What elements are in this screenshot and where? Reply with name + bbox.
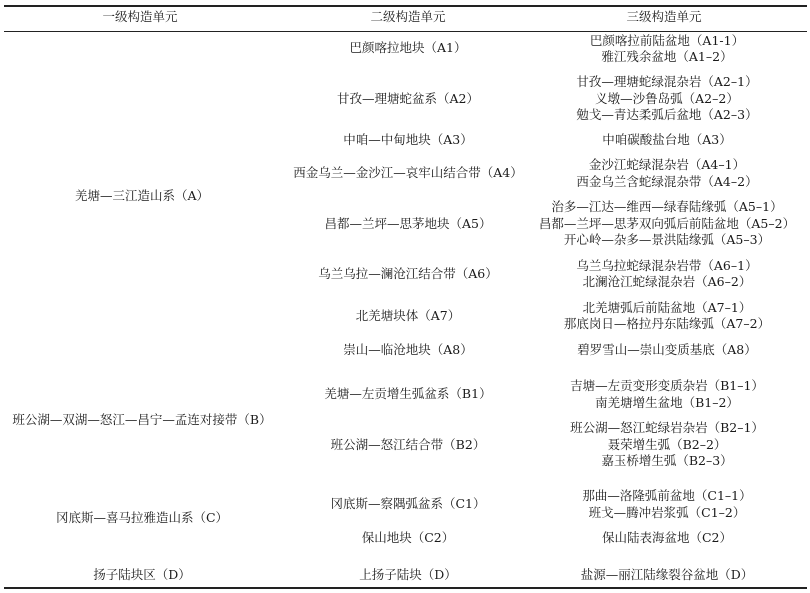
level2-unit-a6: 乌兰乌拉—澜沧江结合带（A6）	[318, 266, 498, 281]
level3-unit: 巴颜喀拉前陆盆地（A1-1）	[589, 33, 745, 48]
level3-unit: 聂荣增生弧（B2–2）	[607, 437, 727, 452]
table-bottom-rule	[4, 587, 807, 589]
level3-unit: 保山陆表海盆地（C2）	[601, 530, 733, 545]
level3-unit: 开心岭—杂多—景洪陆缘弧（A5–3）	[563, 232, 771, 247]
level3-unit: 嘉玉桥增生弧（B2–3）	[601, 453, 733, 468]
level3-unit: 中咱碳酸盐台地（A3）	[602, 132, 732, 147]
level3-unit: 南羌塘增生盆地（B1–2）	[595, 395, 739, 410]
level3-unit: 那底岗日—格拉丹东陆缘弧（A7–2）	[563, 316, 771, 331]
table-top-rule	[4, 5, 807, 7]
level2-unit-d: 上扬子陆块（D）	[359, 567, 457, 582]
level3-unit: 班戈—腾冲岩浆弧（C1–2）	[588, 505, 746, 520]
level3-unit: 西金乌兰含蛇绿混杂带（A4–2）	[576, 174, 758, 189]
level3-unit: 那曲—洛隆弧前盆地（C1–1）	[582, 488, 752, 503]
level2-unit-b1: 羌塘—左贡增生弧盆系（B1）	[324, 386, 492, 401]
level1-unit-b: 班公湖—双湖—怒江—昌宁—孟连对接带（B）	[12, 412, 272, 427]
level1-unit-a: 羌塘—三江造山系（A）	[74, 188, 210, 203]
level2-unit-c2: 保山地块（C2）	[361, 530, 455, 545]
level3-unit: 乌兰乌拉蛇绿混杂岩带（A6–1）	[576, 258, 758, 273]
level1-unit-c: 冈底斯—喜马拉雅造山系（C）	[55, 510, 229, 525]
level3-unit: 北澜沧江蛇绿混杂岩（A6–2）	[582, 274, 752, 289]
level3-unit: 义墩—沙鲁岛弧（A2–2）	[595, 91, 739, 106]
level2-unit-a3: 中咱—中甸地块（A3）	[343, 132, 473, 147]
table-header-rule	[4, 31, 807, 32]
level3-unit: 勉戈—青达柔弧后盆地（A2–3）	[576, 107, 758, 122]
level2-unit-a4: 西金乌兰—金沙江—哀牢山结合带（A4）	[293, 165, 523, 180]
level2-unit-a7: 北羌塘块体（A7）	[355, 308, 461, 323]
header-level3: 三级构造单元	[626, 9, 702, 24]
header-level2: 二级构造单元	[370, 9, 446, 24]
level3-unit: 北羌塘弧后前陆盆地（A7–1）	[582, 300, 752, 315]
level3-unit: 昌都—兰坪—思茅双向弧后前陆盆地（A5–2）	[538, 216, 796, 231]
level2-unit-a5: 昌都—兰坪—思茅地块（A5）	[324, 216, 492, 231]
level3-unit: 甘孜—理塘蛇绿混杂岩（A2–1）	[576, 74, 758, 89]
level3-unit: 碧罗雪山—崇山变质基底（A8）	[577, 342, 757, 357]
level2-unit-b2: 班公湖—怒江结合带（B2）	[330, 437, 486, 452]
level2-unit-a2: 甘孜—理塘蛇盆系（A2）	[337, 91, 479, 106]
level2-unit-c1: 冈底斯—察隅弧盆系（C1）	[330, 496, 486, 511]
level3-unit: 金沙江蛇绿混杂岩（A4–1）	[588, 157, 746, 172]
level3-unit: 雅江残余盆地（A1–2）	[601, 49, 733, 64]
level3-unit: 班公湖—怒江蛇绿岩杂岩（B2–1）	[570, 420, 764, 435]
level2-unit-a8: 崇山—临沧地块（A8）	[343, 342, 473, 357]
level3-unit: 吉塘—左贡变形变质杂岩（B1–1）	[570, 378, 764, 393]
level3-unit: 治多—江达—维西—绿春陆缘弧（A5–1）	[551, 199, 783, 214]
header-level1: 一级构造单元	[102, 9, 178, 24]
level1-unit-d: 扬子陆块区（D）	[93, 567, 191, 582]
level3-unit: 盐源—丽江陆缘裂谷盆地（D）	[580, 567, 754, 582]
level2-unit-a1: 巴颜喀拉地块（A1）	[349, 40, 467, 55]
